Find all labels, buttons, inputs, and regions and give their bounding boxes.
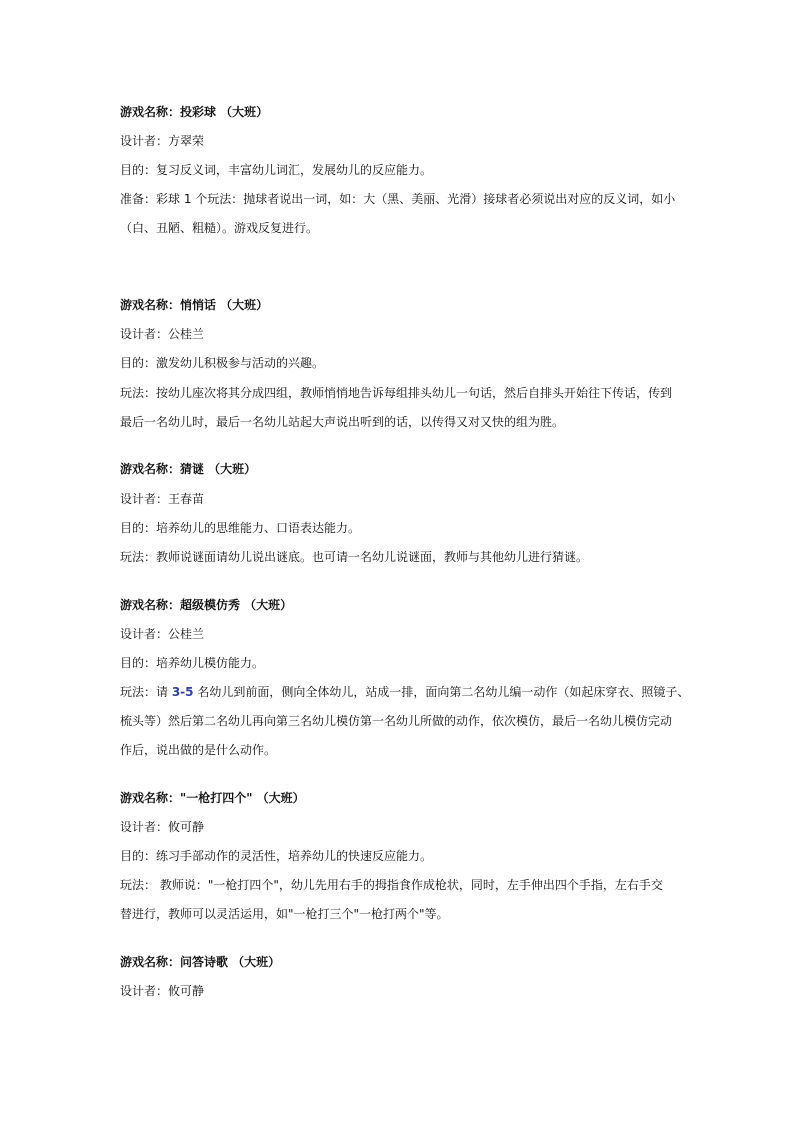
game-title: 游戏名称：猜谜 （大班）	[120, 462, 257, 476]
game-title: 游戏名称：悄悄话 （大班）	[120, 298, 269, 312]
method-line	[120, 684, 690, 700]
designer-line: 设计者：攸可静	[120, 984, 205, 998]
purpose-line: 目的：培养幼儿模仿能力。	[120, 656, 265, 670]
method-line: 玩法：按幼儿座次将其分成四组，教师悄悄地告诉每组排头幼儿一句话，然后自排头开始往下传话，传到	[120, 386, 673, 400]
method-line: （白、丑陋、粗糙）。游戏反复进行。	[120, 221, 319, 235]
method-number: 3-5	[171, 685, 194, 699]
method-line: 作后，说出做的是什么动作。	[120, 743, 277, 757]
game-title: 游戏名称：问答诗歌 （大班）	[120, 955, 281, 969]
method-line: 玩法： 教师说："一枪打四个"，幼儿先用右手的拇指食作成枪状，同时，左手伸出四个手指，左右手交	[120, 878, 663, 892]
method-line: 准备：彩球 1 个玩法：抛球者说出一词，如：大（黑、美丽、光滑）接球者必须说出对应的反义词，如小	[120, 192, 676, 206]
designer-line: 设计者：王春苗	[120, 492, 205, 506]
designer-line: 设计者：方翠荣	[120, 134, 205, 148]
purpose-line: 目的：激发幼儿积极参与活动的兴趣。	[120, 356, 325, 370]
game-title: 游戏名称：投彩球 （大班）	[120, 105, 269, 119]
game-title: 游戏名称："一枪打四个" （大班）	[120, 791, 305, 805]
designer-line: 设计者：攸可静	[120, 820, 205, 834]
method-line: 最后一名幼儿时，最后一名幼儿站起大声说出听到的话，以传得又对又快的组为胜。	[120, 415, 565, 429]
purpose-line: 目的：培养幼儿的思维能力、口语表达能力。	[120, 521, 361, 535]
designer-line: 设计者：公桂兰	[120, 627, 205, 641]
method-prefix: 玩法：请	[120, 685, 172, 699]
method-suffix: 名幼儿到前面，侧向全体幼儿，站成一排，面向第二名幼儿编一动作（如起床穿衣、照镜子、	[193, 685, 690, 699]
purpose-line: 目的：练习手部动作的灵活性，培养幼儿的快速反应能力。	[120, 849, 433, 863]
method-line: 替进行，教师可以灵活运用，如"一枪打三个"一枪打两个"等。	[120, 907, 449, 921]
method-line: 梳头等）然后第二名幼儿再向第三名幼儿模仿第一名幼儿所做的动作，依次模仿，最后一名幼儿模仿完动	[120, 714, 673, 728]
game-title: 游戏名称：超级模仿秀 （大班）	[120, 598, 293, 612]
designer-line: 设计者：公桂兰	[120, 327, 205, 341]
purpose-line: 目的：复习反义词，丰富幼儿词汇，发展幼儿的反应能力。	[120, 163, 433, 177]
method-line: 玩法：教师说谜面请幼儿说出谜底。也可请一名幼儿说谜面，教师与其他幼儿进行猜谜。	[120, 550, 589, 564]
